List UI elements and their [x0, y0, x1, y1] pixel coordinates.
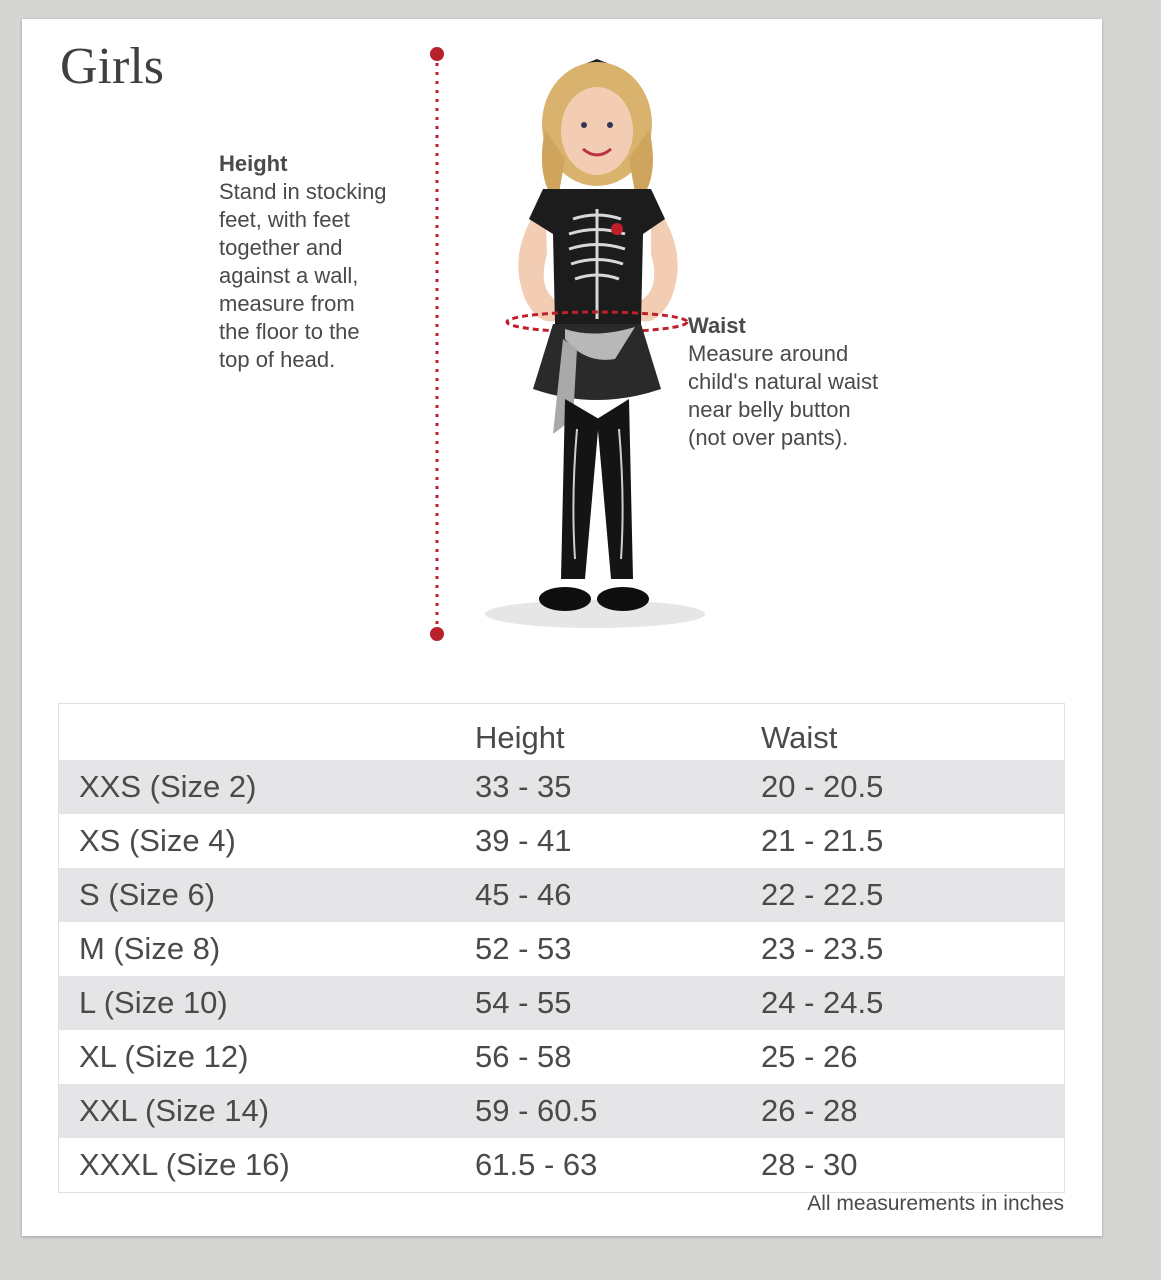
table-row: [59, 976, 1065, 1030]
size-cell: L (Size 10): [59, 976, 476, 1030]
height-cell: 39 - 41: [475, 823, 572, 858]
size-cell: M (Size 8): [79, 931, 221, 966]
size-cell: XXL (Size 14): [59, 1084, 476, 1138]
waist-heading: Waist: [688, 313, 746, 338]
units-footnote: All measurements in inches: [807, 1192, 1064, 1215]
height-instructions: [219, 150, 419, 374]
waist-cell: 22 - 22.5: [761, 868, 1065, 922]
page-title: Girls: [60, 38, 164, 95]
waist-cell: 20 - 20.5: [761, 760, 1065, 814]
waist-cell: 26 - 28: [761, 1084, 1065, 1138]
height-measure-line: [427, 44, 447, 644]
height-cell: 33 - 35: [475, 760, 761, 814]
height-cell: 61.5 - 63: [475, 1147, 598, 1182]
table-row: [59, 760, 1065, 814]
waist-text: Measure around child's natural waist near belly button (not over pants).: [688, 341, 879, 450]
table-row: [59, 922, 1065, 976]
waist-cell: 28 - 30: [761, 1147, 858, 1182]
header-size: [59, 704, 476, 761]
table-row: [59, 1084, 1065, 1138]
table-row: [59, 814, 1065, 868]
height-text: Stand in stocking feet, with feet together and against a wall, measure from the floor to the top of head.: [219, 179, 387, 372]
waist-cell: 23 - 23.5: [761, 931, 884, 966]
header-height: Height: [475, 720, 565, 755]
table-row: [59, 868, 1065, 922]
table-header-row: [59, 704, 1065, 761]
size-table: [58, 703, 1065, 1193]
header-waist: Waist: [761, 720, 838, 755]
size-cell: XL (Size 12): [79, 1039, 249, 1074]
waist-cell: 21 - 21.5: [761, 823, 884, 858]
size-cell: XS (Size 4): [79, 823, 236, 858]
size-chart-card: [22, 19, 1102, 1236]
size-cell: S (Size 6): [59, 868, 476, 922]
height-cell: 56 - 58: [475, 1039, 572, 1074]
height-heading: Height: [219, 151, 288, 176]
size-cell: XXS (Size 2): [59, 760, 476, 814]
height-cell: 45 - 46: [475, 868, 761, 922]
height-cell: 59 - 60.5: [475, 1084, 761, 1138]
table-row: [59, 1138, 1065, 1193]
height-cell: 54 - 55: [475, 976, 761, 1030]
table-row: [59, 1030, 1065, 1084]
waist-cell: 24 - 24.5: [761, 976, 1065, 1030]
waist-instructions: [688, 312, 918, 452]
height-cell: 52 - 53: [475, 931, 572, 966]
waist-cell: 25 - 26: [761, 1039, 858, 1074]
size-cell: XXXL (Size 16): [79, 1147, 290, 1182]
child-model-figure: [465, 39, 705, 659]
